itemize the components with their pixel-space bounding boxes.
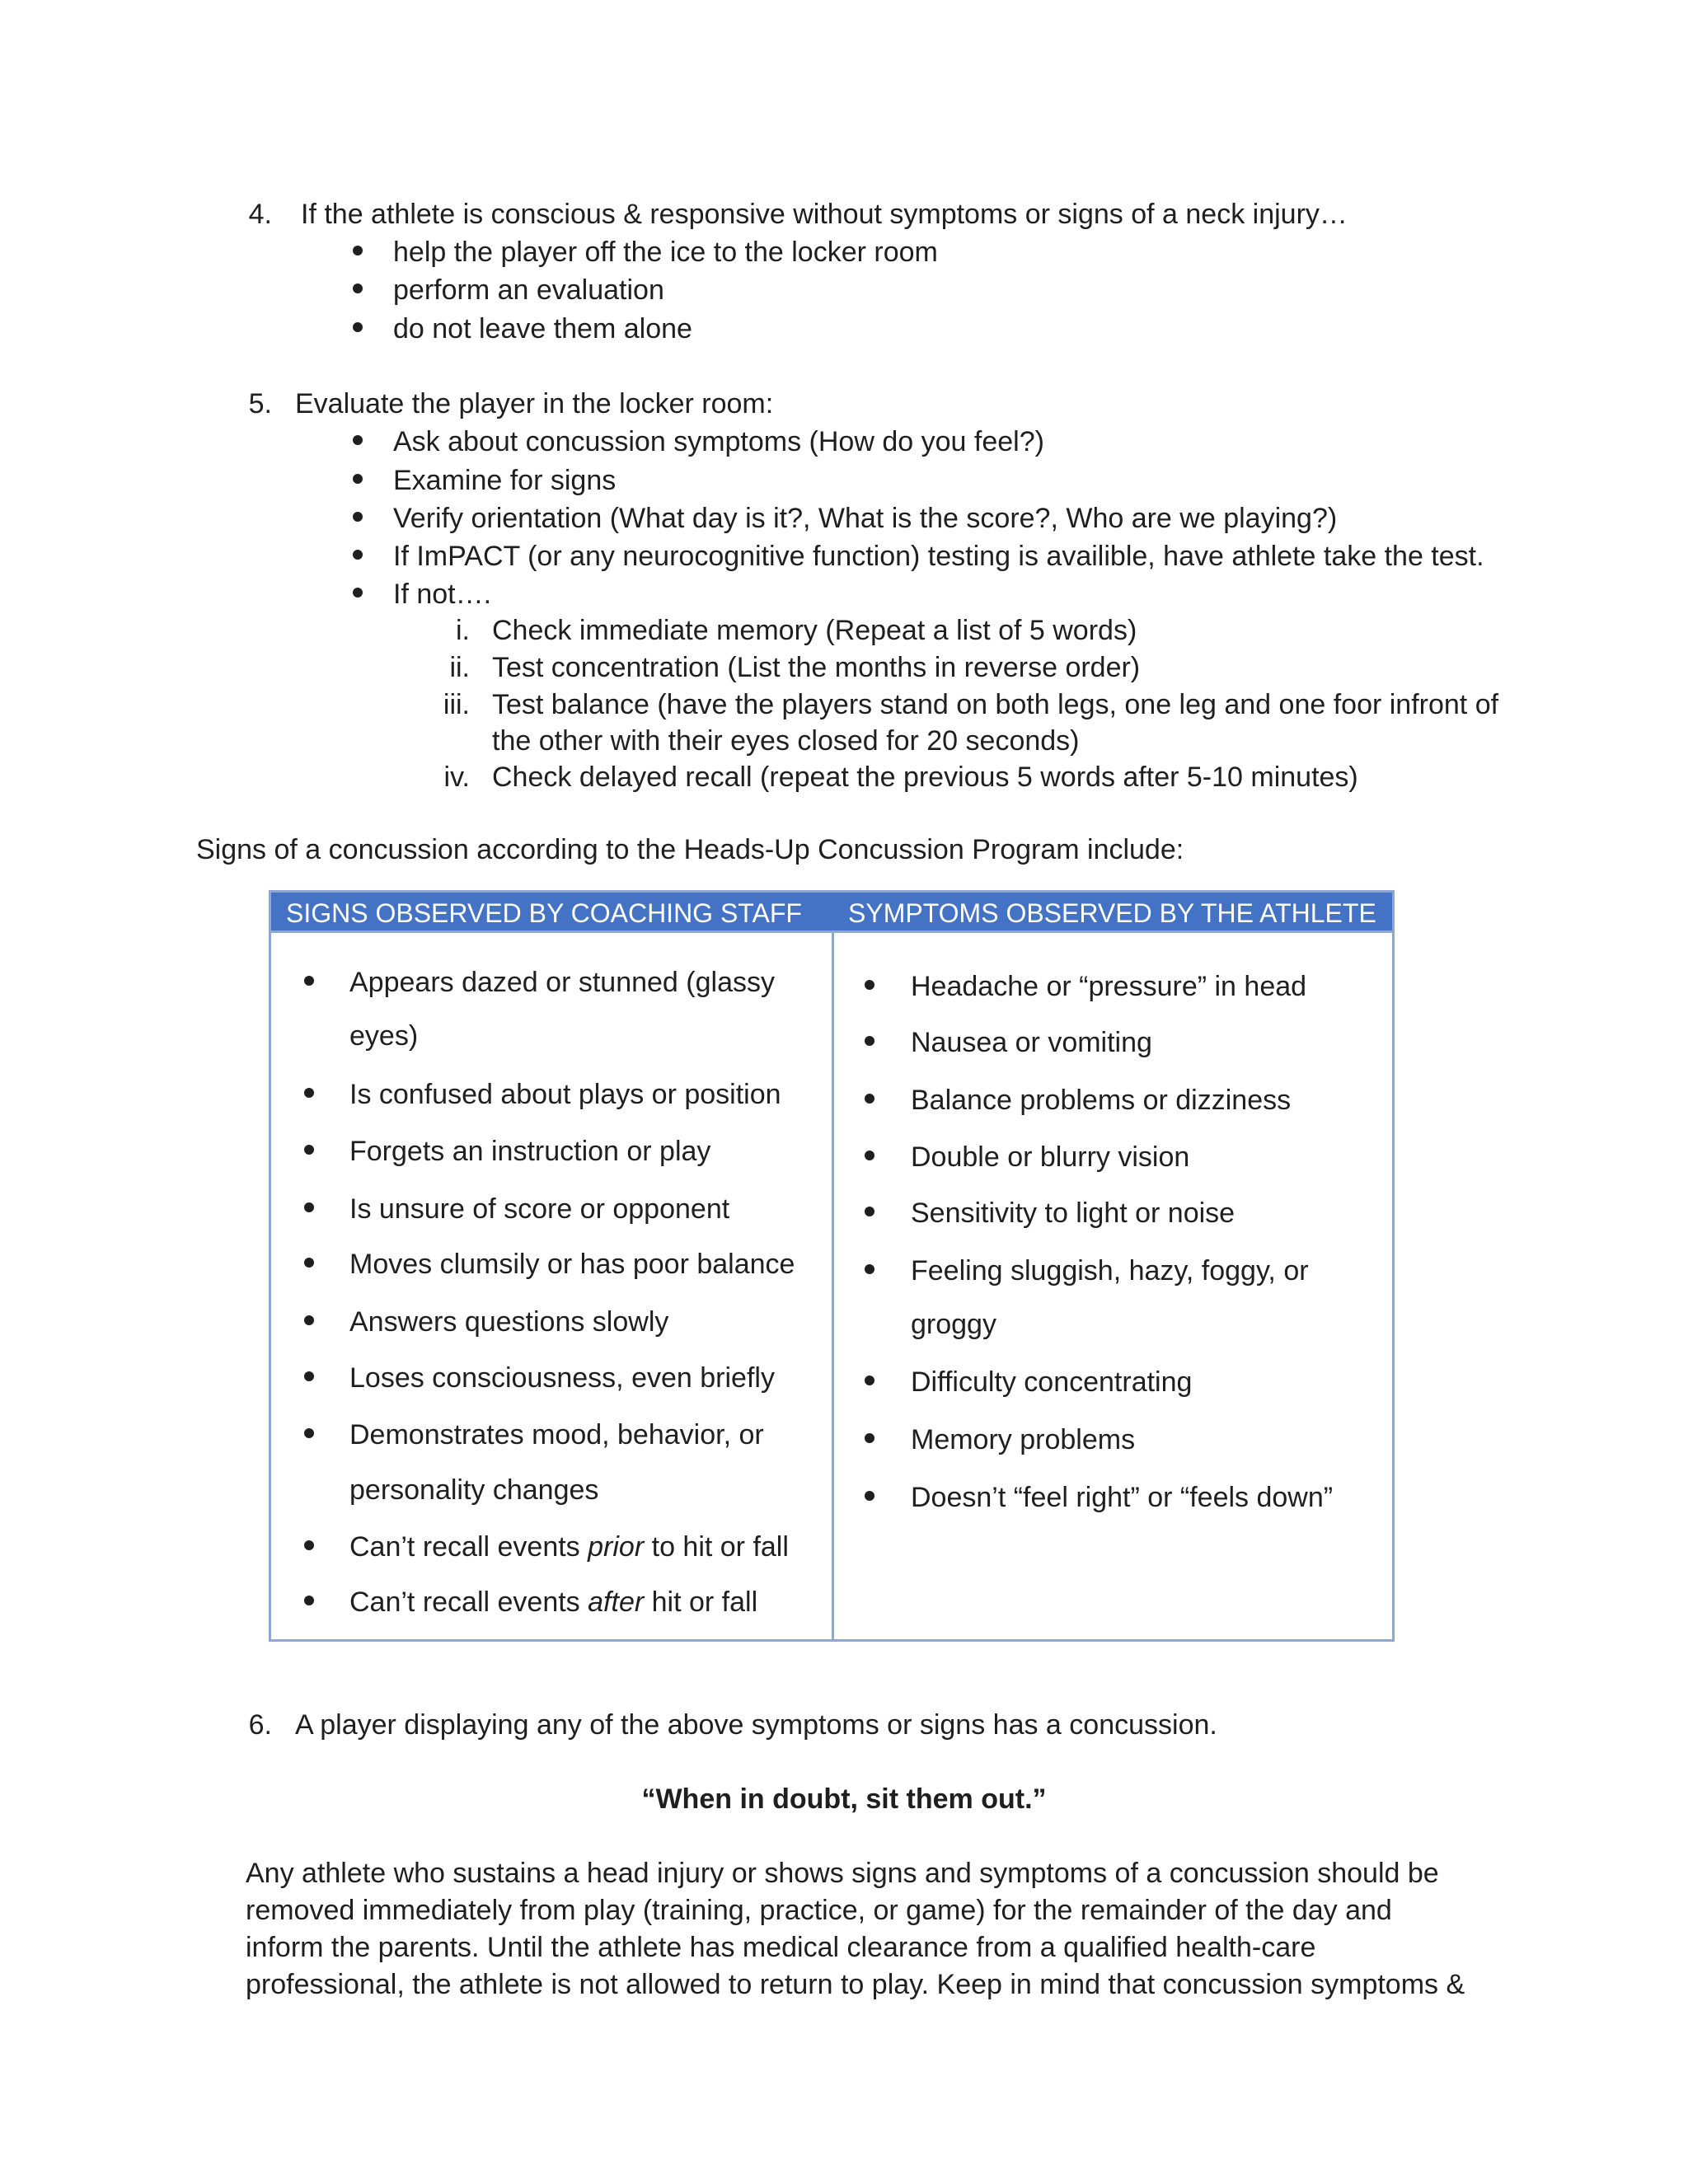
step-5-bullet: Ask about concussion symptoms (How do you feel?) xyxy=(393,426,1044,457)
step-5-number: 5. xyxy=(248,388,272,419)
subitem-marker: iii. xyxy=(443,689,470,720)
bullet-icon xyxy=(865,1036,874,1046)
symptom-item: Nausea or vomiting xyxy=(911,1027,1152,1058)
table-column-divider xyxy=(832,930,834,1642)
step-5-bullet: Verify orientation (What day is it?, What is the score?, Who are we playing?) xyxy=(393,503,1338,534)
bullet-icon xyxy=(304,1428,314,1438)
sign-item: Forgets an instruction or play xyxy=(349,1136,711,1167)
bullet-icon xyxy=(353,284,363,293)
bullet-icon xyxy=(304,1202,314,1212)
quote: “When in doubt, sit them out.” xyxy=(641,1783,1047,1815)
bullet-icon xyxy=(353,512,363,522)
bullet-icon xyxy=(865,980,874,990)
bullet-icon xyxy=(865,1207,874,1216)
bullet-icon xyxy=(865,1151,874,1160)
bullet-icon xyxy=(865,1433,874,1443)
step-5-text: Evaluate the player in the locker room: xyxy=(295,388,774,419)
bullet-icon xyxy=(304,1371,314,1381)
sign-item: Appears dazed or stunned (glassy xyxy=(349,967,775,998)
sign-item: Answers questions slowly xyxy=(349,1306,669,1338)
step-6-text: A player displaying any of the above symptoms or signs has a concussion. xyxy=(295,1709,1217,1741)
bullet-icon xyxy=(353,550,363,560)
subitem-text: Check immediate memory (Repeat a list of 5 words) xyxy=(492,615,1137,646)
bullet-icon xyxy=(304,976,314,986)
bullet-icon xyxy=(865,1264,874,1274)
sign-item-continuation: personality changes xyxy=(349,1474,599,1506)
bullet-icon xyxy=(304,1258,314,1268)
symptom-item: Memory problems xyxy=(911,1424,1136,1455)
symptom-item: Double or blurry vision xyxy=(911,1141,1190,1173)
sign-item: Can’t recall events prior to hit or fall xyxy=(349,1531,789,1563)
sign-item: Is confused about plays or position xyxy=(349,1079,781,1110)
subitem-text: Test concentration (List the months in reverse order) xyxy=(492,652,1141,683)
bullet-icon xyxy=(353,246,363,255)
closing-paragraph-line: Any athlete who sustains a head injury or shows signs and symptoms of a concussion should be xyxy=(246,1858,1439,1889)
signs-intro: Signs of a concussion according to the Heads-Up Concussion Program include: xyxy=(196,834,1184,865)
step-4-bullet: perform an evaluation xyxy=(393,274,664,306)
subitem-continuation: the other with their eyes closed for 20 seconds) xyxy=(492,725,1080,757)
bullet-icon xyxy=(304,1088,314,1098)
bullet-icon xyxy=(304,1540,314,1550)
table-header-signs: SIGNS OBSERVED BY COACHING STAFF xyxy=(286,898,802,928)
symptom-item: Feeling sluggish, hazy, foggy, or xyxy=(911,1255,1309,1286)
table-header-symptoms: SYMPTOMS OBSERVED BY THE ATHLETE xyxy=(848,898,1376,928)
step-6-number: 6. xyxy=(248,1709,272,1741)
bullet-icon xyxy=(353,322,363,332)
bullet-icon xyxy=(865,1376,874,1385)
subitem-marker: i. xyxy=(456,615,470,646)
symptom-item-continuation: groggy xyxy=(911,1309,996,1340)
step-4-number: 4. xyxy=(248,199,272,230)
bullet-icon xyxy=(865,1491,874,1501)
symptom-item: Difficulty concentrating xyxy=(911,1366,1193,1398)
sign-item: Demonstrates mood, behavior, or xyxy=(349,1419,764,1451)
closing-paragraph-line: inform the parents. Until the athlete has medical clearance from a qualified health-care xyxy=(246,1932,1316,1963)
subitem-text: Check delayed recall (repeat the previous 5 words after 5-10 minutes) xyxy=(492,762,1358,793)
bullet-icon xyxy=(304,1596,314,1605)
bullet-icon xyxy=(304,1315,314,1325)
closing-paragraph-line: professional, the athlete is not allowed to return to play. Keep in mind that concussion symptoms & xyxy=(246,1969,1465,2000)
sign-item: Loses consciousness, even briefly xyxy=(349,1362,775,1394)
table-header-row xyxy=(271,893,1392,930)
bullet-icon xyxy=(353,588,363,598)
step-4-text: If the athlete is conscious & responsive without symptoms or signs of a neck injury… xyxy=(301,199,1348,230)
bullet-icon xyxy=(353,474,363,484)
step-5-bullet: Examine for signs xyxy=(393,465,617,496)
symptom-item: Balance problems or dizziness xyxy=(911,1085,1292,1116)
closing-paragraph-line: removed immediately from play (training, practice, or game) for the remainder of the day and xyxy=(246,1895,1392,1926)
sign-item-continuation: eyes) xyxy=(349,1020,419,1052)
step-4-bullet: help the player off the ice to the locker room xyxy=(393,237,938,268)
step-4-bullet: do not leave them alone xyxy=(393,313,692,344)
symptom-item: Headache or “pressure” in head xyxy=(911,971,1307,1002)
bullet-icon xyxy=(304,1145,314,1155)
subitem-marker: iv. xyxy=(443,762,470,793)
sign-item: Moves clumsily or has poor balance xyxy=(349,1249,795,1280)
bullet-icon xyxy=(353,435,363,445)
step-5-bullet: If not…. xyxy=(393,579,492,610)
step-5-bullet: If ImPACT (or any neurocognitive function) testing is availible, have athlete take the test. xyxy=(393,541,1484,572)
bullet-icon xyxy=(865,1094,874,1104)
symptom-item: Doesn’t “feel right” or “feels down” xyxy=(911,1482,1334,1513)
subitem-marker: ii. xyxy=(449,652,470,683)
symptom-item: Sensitivity to light or noise xyxy=(911,1197,1236,1229)
signs-symptoms-table xyxy=(269,890,1395,1642)
subitem-text: Test balance (have the players stand on both legs, one leg and one foor infront of xyxy=(492,689,1499,720)
sign-item: Can’t recall events after hit or fall xyxy=(349,1586,758,1618)
sign-item: Is unsure of score or opponent xyxy=(349,1193,730,1225)
